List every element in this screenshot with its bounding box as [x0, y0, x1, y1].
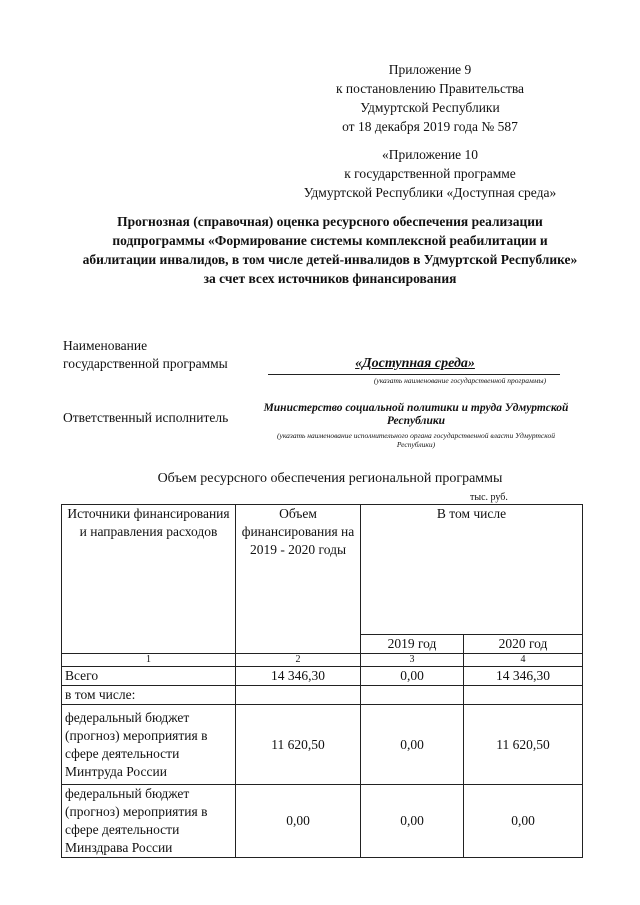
- row-total: 14 346,30: [236, 667, 361, 686]
- row-label-line2: (прогноз) мероприятия в: [65, 727, 208, 743]
- row-label-line4: Минздрава России: [65, 840, 173, 855]
- table-header-row: [62, 505, 583, 635]
- executor-note-line1: (указать наименование исполнительного органа государственной власти Удмуртской: [277, 431, 555, 440]
- appendix-10-block: [280, 145, 580, 202]
- row-label-line3: сфере деятельности: [65, 745, 180, 761]
- program-label-line2: государственной программы: [63, 356, 228, 371]
- executor-label: Ответственный исполнитель: [63, 410, 229, 425]
- header-source: [62, 505, 236, 654]
- heading-line1: Прогнозная (справочная) оценка ресурсного обеспечения реализации: [117, 214, 543, 229]
- executor-note-line2: Республики): [396, 440, 436, 449]
- row-2019: 0,00: [361, 785, 464, 858]
- heading-line3: абилитации инвалидов, в том числе детей-инвалидов в Удмуртской Республике»: [82, 252, 578, 267]
- appendix-10-line2: к государственной программе: [344, 166, 516, 181]
- header-2020: 2020 год: [464, 635, 583, 654]
- header-2019: 2019 год: [361, 635, 464, 654]
- header-volume-line3: 2019 - 2020 годы: [249, 542, 347, 557]
- header-source-line1: Источники финансирования: [67, 506, 230, 521]
- program-note: (указать наименование государственной программы): [373, 376, 547, 385]
- executor-value: [262, 402, 570, 428]
- appendix-10-line3: Удмуртской Республики «Доступная среда»: [303, 185, 557, 200]
- volume-title: Объем ресурсного обеспечения региональной программы: [157, 471, 503, 486]
- appendix-9-block: [280, 60, 580, 136]
- header-volume-line2: финансирования на: [241, 524, 355, 539]
- executor-value-line1: Министерство социальной политики и труда Удмуртской: [263, 402, 569, 414]
- appendix-9-line2: к постановлению Правительства: [335, 81, 525, 96]
- row-total: [236, 686, 361, 705]
- appendix-9-line3: Удмуртской Республики: [360, 100, 500, 115]
- header-volume: [236, 505, 361, 654]
- executor-note: [262, 431, 570, 449]
- appendix-9-title: Приложение 9: [388, 62, 472, 77]
- column-number-1: 1: [62, 654, 236, 667]
- row-label: [62, 785, 236, 858]
- program-label: [63, 337, 228, 373]
- table-row: [62, 705, 583, 785]
- row-2019: 0,00: [361, 705, 464, 785]
- row-label-line3: сфере деятельности: [65, 822, 180, 837]
- appendix-10-title: «Приложение 10: [381, 147, 479, 162]
- program-underline: [268, 374, 560, 375]
- header-volume-line1: Объем: [279, 506, 317, 521]
- table-number-row: [62, 654, 583, 667]
- header-source-line2: и направления расходов: [79, 524, 218, 539]
- table-row: [62, 686, 583, 705]
- row-2020: [464, 686, 583, 705]
- row-label-line4: Минтруда России: [65, 763, 167, 779]
- program-label-line1: Наименование: [63, 338, 148, 353]
- header-including: В том числе: [361, 505, 583, 635]
- executor-value-line2: Республики: [386, 415, 446, 427]
- row-2020: 11 620,50: [464, 705, 583, 785]
- column-number-3: 3: [361, 654, 464, 667]
- row-2020: 0,00: [464, 785, 583, 858]
- table-row: [62, 785, 583, 858]
- row-label: Всего: [62, 667, 236, 686]
- row-2020: 14 346,30: [464, 667, 583, 686]
- row-total: 0,00: [236, 785, 361, 858]
- program-value: «Доступная среда»: [355, 356, 475, 371]
- column-number-2: 2: [236, 654, 361, 667]
- table-row: [62, 667, 583, 686]
- row-total: 11 620,50: [236, 705, 361, 785]
- heading-line4: за счет всех источников финансирования: [203, 271, 457, 286]
- heading-line2: подпрограммы «Формирование системы комплексной реабилитации и: [112, 233, 548, 248]
- row-2019: [361, 686, 464, 705]
- row-label: [62, 705, 236, 785]
- units-label: тыс. руб.: [470, 492, 508, 503]
- resource-table: [61, 504, 583, 858]
- row-label: в том числе:: [62, 686, 236, 705]
- row-label-line2: (прогноз) мероприятия в: [65, 804, 208, 819]
- row-label-line1: федеральный бюджет: [65, 786, 190, 801]
- column-number-4: 4: [464, 654, 583, 667]
- document-heading: [50, 212, 610, 288]
- row-2019: 0,00: [361, 667, 464, 686]
- appendix-9-date: от 18 декабря 2019 года № 587: [342, 119, 518, 134]
- row-label-line1: федеральный бюджет: [65, 709, 190, 725]
